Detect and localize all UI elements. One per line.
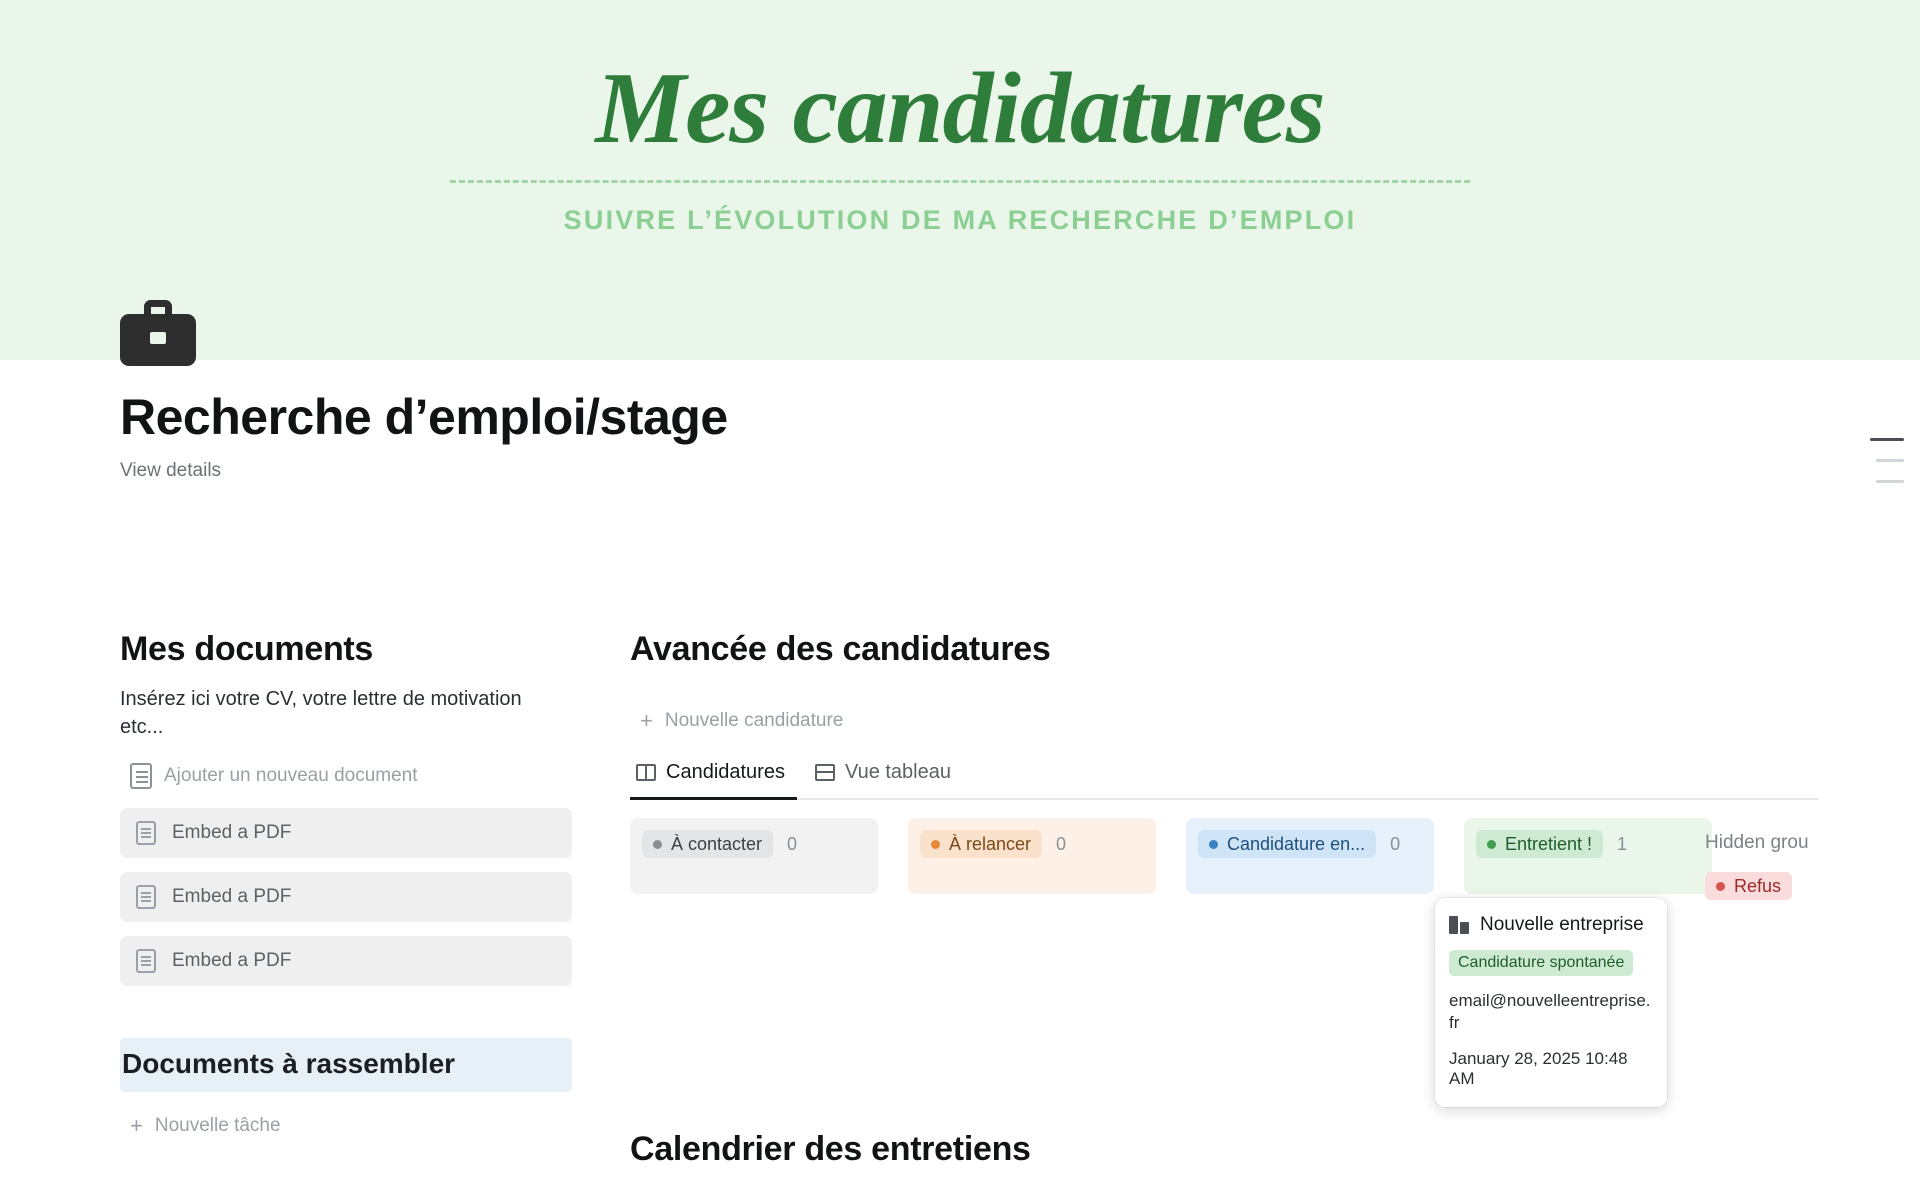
- board-title: Avancée des candidatures: [630, 630, 1051, 668]
- card-date: January 28, 2025 10:48 AM: [1449, 1048, 1628, 1088]
- status-dot-icon: [1716, 882, 1725, 891]
- tab-vue-tableau-label: Vue tableau: [844, 761, 951, 783]
- embed-pdf-row[interactable]: [120, 808, 572, 858]
- board-column-candidature-en-cours[interactable]: [1186, 818, 1434, 894]
- collapsed-panel-handles[interactable]: [1870, 438, 1910, 501]
- column-count: 0: [1390, 833, 1401, 854]
- board-tabs: [630, 755, 1818, 800]
- column-label: À contacter: [671, 833, 763, 854]
- column-label: Candidature en...: [1227, 833, 1366, 854]
- new-task-button[interactable]: [120, 1108, 295, 1144]
- card-company-name: Nouvelle entreprise: [1480, 914, 1644, 935]
- status-dot-icon: [653, 840, 662, 849]
- column-count: 0: [1056, 833, 1067, 854]
- view-details-link[interactable]: View details: [120, 460, 222, 481]
- tab-candidatures[interactable]: [630, 755, 797, 798]
- add-document-label: Ajouter un nouveau document: [164, 764, 418, 786]
- hidden-group-label: Hidden grou: [1705, 832, 1809, 853]
- column-dropzone[interactable]: [1186, 870, 1434, 894]
- documents-title: Mes documents: [120, 630, 374, 668]
- column-label: À relancer: [949, 833, 1032, 854]
- hidden-chip-label: Refus: [1734, 875, 1782, 896]
- documents-section: [120, 630, 572, 1144]
- panel-handle-3[interactable]: [1876, 480, 1904, 483]
- hero-title: Mes candidatures: [595, 52, 1325, 165]
- column-dropzone[interactable]: [1464, 870, 1712, 894]
- column-chip[interactable]: [1476, 830, 1603, 858]
- hidden-group: [1705, 818, 1905, 900]
- pdf-file-icon: [136, 949, 156, 973]
- column-chip[interactable]: [642, 830, 773, 858]
- column-count: 0: [787, 833, 798, 854]
- page-header: [120, 300, 1520, 482]
- pdf-file-icon: [136, 885, 156, 909]
- embed-pdf-label: Embed a PDF: [172, 821, 292, 843]
- hero-divider: [450, 180, 1470, 183]
- column-label: Entretient !: [1505, 833, 1593, 854]
- embed-pdf-label: Embed a PDF: [172, 885, 292, 907]
- table-view-icon: [815, 764, 835, 781]
- panel-handle-1[interactable]: [1870, 438, 1904, 441]
- board-view-icon: [636, 764, 656, 781]
- calendar-section-title: Calendrier des entretiens: [630, 1130, 1031, 1168]
- board-toolbar: [630, 687, 1830, 739]
- status-dot-icon: [1487, 840, 1496, 849]
- hidden-group-chip-refus[interactable]: [1705, 872, 1792, 900]
- documents-to-gather-title: Documents à rassembler: [120, 1038, 572, 1092]
- panel-handle-2[interactable]: [1876, 459, 1904, 462]
- pdf-file-icon: [136, 821, 156, 845]
- card-email: email@nouvelleentreprise.fr: [1449, 991, 1651, 1033]
- hero-subtitle: SUIVRE L’ÉVOLUTION DE MA RECHERCHE D’EMPLOI: [563, 205, 1357, 236]
- column-chip[interactable]: [1198, 830, 1376, 858]
- applications-board-section: [630, 630, 1830, 1088]
- briefcase-icon: [120, 300, 196, 366]
- embed-pdf-row[interactable]: [120, 936, 572, 986]
- company-building-icon: [1449, 916, 1469, 934]
- add-document-button[interactable]: [120, 758, 432, 794]
- status-dot-icon: [931, 840, 940, 849]
- documents-description: Insérez ici votre CV, votre lettre de motivation etc...: [120, 688, 522, 739]
- plus-icon: +: [640, 708, 653, 733]
- card-type-badge: Candidature spontanée: [1449, 950, 1633, 976]
- column-chip[interactable]: [920, 830, 1042, 858]
- new-application-button[interactable]: [630, 703, 857, 739]
- column-dropzone[interactable]: [630, 870, 878, 894]
- tab-vue-tableau[interactable]: [809, 755, 963, 798]
- board-column-a-relancer[interactable]: [908, 818, 1156, 894]
- page-title: Recherche d’emploi/stage: [120, 389, 728, 445]
- board-column-entretient[interactable]: [1464, 818, 1712, 894]
- plus-icon: +: [130, 1112, 143, 1138]
- column-dropzone[interactable]: [908, 870, 1156, 894]
- board-column-a-contacter[interactable]: [630, 818, 878, 894]
- new-application-label: Nouvelle candidature: [664, 710, 844, 731]
- embed-pdf-label: Embed a PDF: [172, 949, 292, 971]
- application-card[interactable]: [1435, 898, 1667, 1107]
- tab-candidatures-label: Candidatures: [666, 761, 785, 783]
- column-count: 1: [1617, 833, 1628, 854]
- status-dot-icon: [1209, 840, 1218, 849]
- embed-pdf-row[interactable]: [120, 872, 572, 922]
- new-task-label: Nouvelle tâche: [154, 1114, 281, 1136]
- board-columns: [630, 818, 1830, 1088]
- document-icon: [130, 763, 152, 789]
